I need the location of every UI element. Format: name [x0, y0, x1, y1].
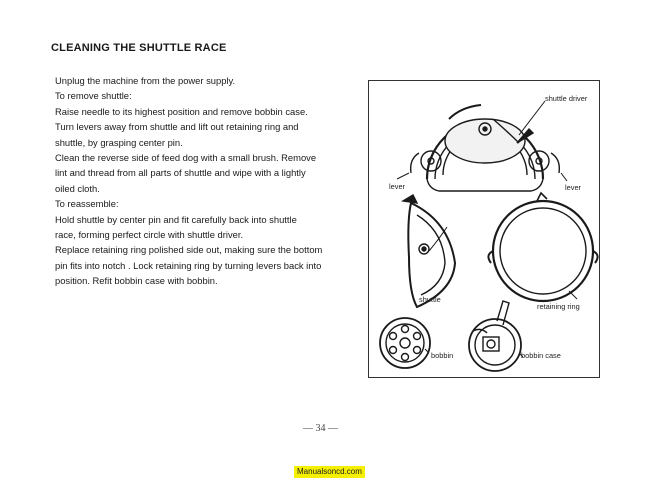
instruction-line: Clean the reverse side of feed dog with a small brush. Remove	[55, 152, 317, 164]
shuttle-part	[403, 195, 455, 307]
shuttle-driver-assembly	[397, 101, 567, 191]
instruction-line: Raise needle to its highest position and remove bobbin case.	[55, 105, 308, 117]
instructions-text	[55, 73, 355, 289]
watermark-link[interactable]: Manualsoncd.com	[294, 466, 365, 478]
instruction-line: Replace retaining ring polished side out, making sure the bottom	[55, 244, 323, 256]
shuttle-parts-figure	[368, 80, 600, 378]
instruction-line: lint and thread from all parts of shuttle and wipe with a lightly	[55, 167, 306, 179]
section-title: CLEANING THE SHUTTLE RACE	[51, 42, 227, 54]
parts-illustration	[369, 81, 601, 379]
instruction-line: To remove shuttle:	[55, 90, 132, 102]
bobbin-part	[380, 318, 430, 368]
bobbin-case-part	[469, 301, 523, 371]
label-bobbin: bobbin	[431, 351, 454, 360]
label-retaining-ring: retaining ring	[537, 302, 580, 311]
retaining-ring-part	[488, 193, 597, 301]
page-number: — 34 —	[303, 423, 338, 434]
instruction-line: Hold shuttle by center pin and fit carefully back into shuttle	[55, 213, 297, 225]
instruction-line: pin fits into notch . Lock retaining ring by turning levers back into	[55, 259, 322, 271]
instruction-line: Turn levers away from shuttle and lift out retaining ring and	[55, 121, 299, 133]
instruction-line: oiled cloth.	[55, 182, 100, 194]
instruction-line: Unplug the machine from the power supply.	[55, 75, 236, 86]
label-shuttle: shuttle	[419, 295, 441, 304]
label-bobbin-case: bobbin case	[521, 351, 561, 360]
label-lever-right: lever	[565, 183, 582, 192]
instruction-line: position. Refit bobbin case with bobbin.	[55, 275, 218, 287]
label-shuttle-driver: shuttle driver	[545, 94, 588, 103]
instruction-line: To reassemble:	[55, 198, 119, 210]
instruction-line: shuttle, by grasping center pin.	[55, 136, 183, 148]
instruction-line: race, forming perfect circle with shuttle driver.	[55, 229, 244, 241]
label-lever-left: lever	[389, 182, 406, 191]
